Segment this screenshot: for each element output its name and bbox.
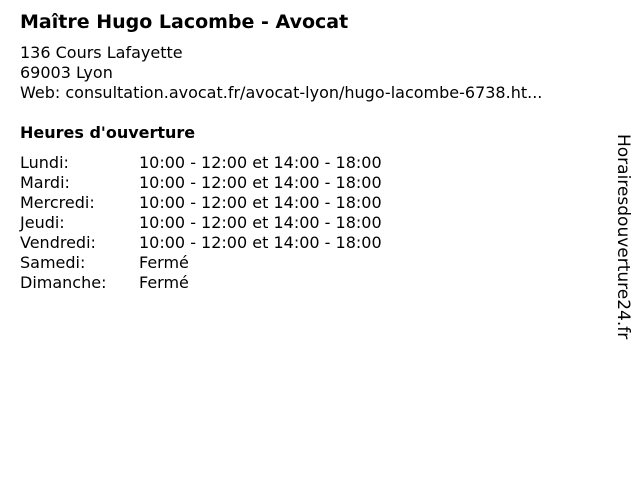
hours-row-jeudi (20, 213, 382, 233)
business-address (20, 43, 542, 103)
hours-heading: Heures d'ouverture (20, 123, 196, 142)
day-label: Samedi: (20, 253, 86, 272)
address-line-street: 136 Cours Lafayette (20, 43, 183, 62)
day-hours: 10:00 - 12:00 et 14:00 - 18:00 (139, 153, 382, 172)
day-label: Jeudi: (20, 213, 65, 232)
day-label: Lundi: (20, 153, 69, 172)
day-hours: 10:00 - 12:00 et 14:00 - 18:00 (139, 213, 382, 232)
day-hours: 10:00 - 12:00 et 14:00 - 18:00 (139, 173, 382, 192)
address-line-city: 69003 Lyon (20, 63, 113, 82)
hours-row-dimanche (20, 273, 382, 293)
day-label: Vendredi: (20, 233, 96, 252)
hours-row-mardi (20, 173, 382, 193)
business-title: Maître Hugo Lacombe - Avocat (20, 11, 349, 33)
website-line: Web: consultation.avocat.fr/avocat-lyon/hugo-lacombe-6738.ht... (20, 83, 543, 102)
hours-row-lundi (20, 153, 382, 173)
day-label: Dimanche: (20, 273, 107, 292)
hours-row-samedi (20, 253, 382, 273)
day-label: Mardi: (20, 173, 70, 192)
site-watermark: Horairesdouverture24.fr (613, 134, 633, 340)
hours-row-vendredi (20, 233, 382, 253)
day-hours: Fermé (139, 253, 189, 272)
day-hours: 10:00 - 12:00 et 14:00 - 18:00 (139, 233, 382, 252)
hours-table (20, 153, 382, 293)
day-hours: Fermé (139, 273, 189, 292)
day-label: Mercredi: (20, 193, 95, 212)
hours-row-mercredi (20, 193, 382, 213)
day-hours: 10:00 - 12:00 et 14:00 - 18:00 (139, 193, 382, 212)
